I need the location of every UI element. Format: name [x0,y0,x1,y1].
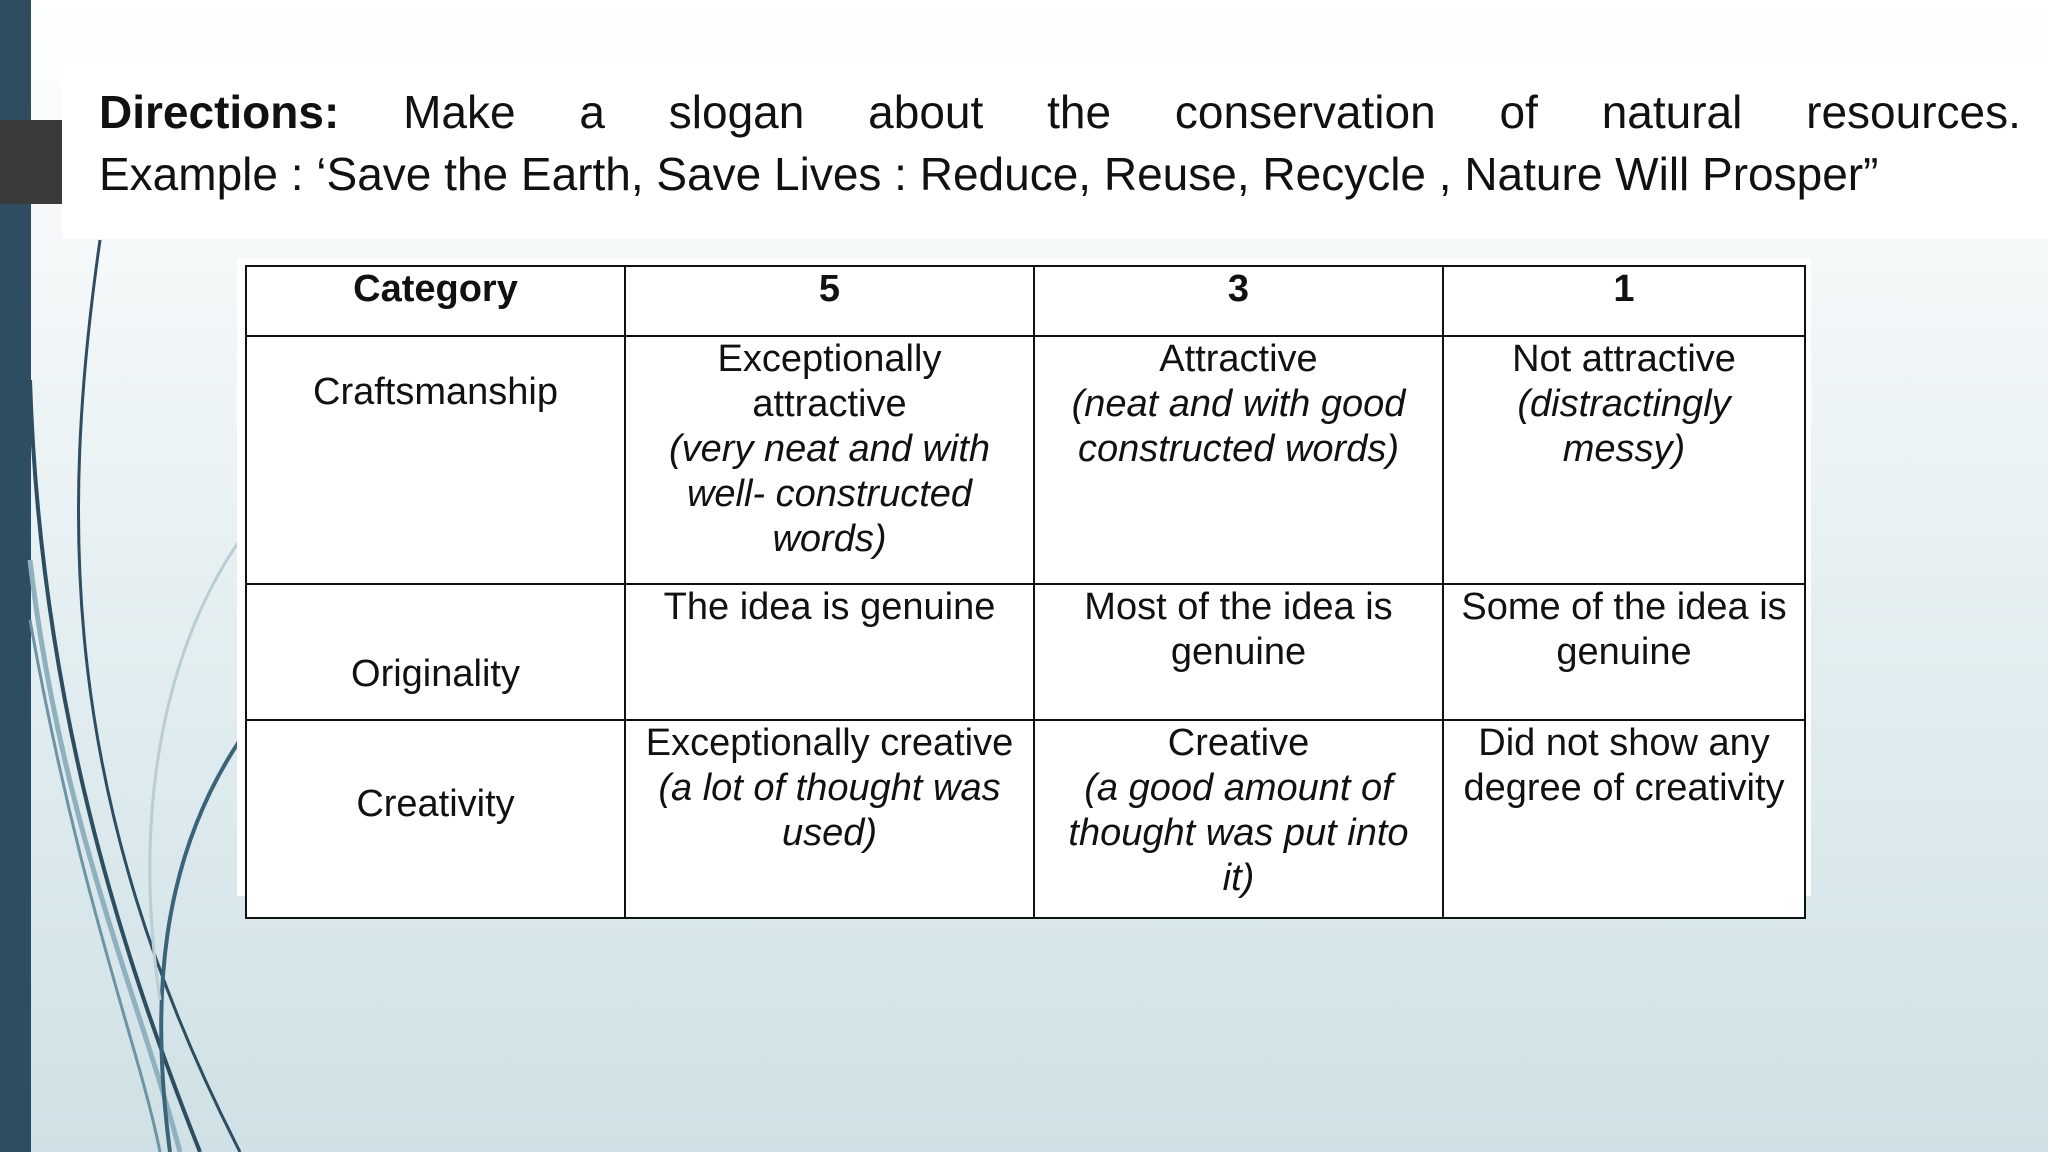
table-row-originality [246,584,1805,720]
directions-word: resources. [1806,86,2021,138]
score-1-cell [1443,584,1805,720]
cell-sub-text: (distractingly messy) [1517,383,1731,470]
directions-word: conservation [1174,86,1436,138]
example-slogan: Example : ‘Save the Earth, Save Lives : Reduce, Reuse, Recycle , Nature Will Prosper” [99,148,1879,200]
header-category: Category [246,266,625,336]
directions-word: natural [1601,86,1743,138]
category-label: Craftsmanship [313,371,558,413]
directions-word: of [1499,86,1538,138]
cell-sub-text: (very neat and with well- constructed words) [668,428,991,560]
cell-main-text: Exceptionally creative [645,722,1014,764]
cell-main-text: Creative [1167,722,1310,764]
score-3-cell [1034,720,1443,918]
header-score-1: 1 [1443,266,1805,336]
directions-word: a [579,86,605,138]
score-1-cell [1443,336,1805,584]
cell-sub-text: (neat and with good constructed words) [1071,383,1406,470]
score-1-cell [1443,720,1805,918]
table-header-row [246,266,1805,336]
cell-main-text: Not attractive [1512,338,1736,380]
category-cell [246,336,625,584]
category-cell [246,584,625,720]
left-tab-block [0,120,62,204]
header-score-5: 5 [625,266,1034,336]
score-5-cell [625,336,1034,584]
score-3-cell [1034,336,1443,584]
directions-word: the [1047,86,1112,138]
score-3-cell [1034,584,1443,720]
header-score-3: 3 [1034,266,1443,336]
directions-word: about [868,86,984,138]
score-5-cell [625,720,1034,918]
cell-main-text: Most of the idea is genuine [1084,586,1393,673]
category-label: Creativity [356,782,515,825]
cell-sub-text: (a good amount of thought was put into it) [1068,767,1409,899]
rubric-table [245,265,1806,919]
directions-word: Make [403,86,516,138]
cell-main-text: The idea is genuine [663,586,996,628]
category-label: Originality [351,653,520,695]
score-5-cell [625,584,1034,720]
cell-main-text: Attractive [1159,338,1318,380]
directions-line [99,84,2021,140]
directions-label: Directions: [99,86,340,138]
cell-main-text: Some of the idea is genuine [1461,586,1787,673]
category-cell [246,720,625,918]
table-row-craftsmanship [246,336,1805,584]
directions-word: slogan [668,86,805,138]
cell-main-text: Exceptionally attractive [717,338,942,425]
table-row-creativity [246,720,1805,918]
cell-sub-text: (a lot of thought was used) [658,767,1001,854]
cell-main-text: Did not show any degree of creativity [1463,722,1785,809]
